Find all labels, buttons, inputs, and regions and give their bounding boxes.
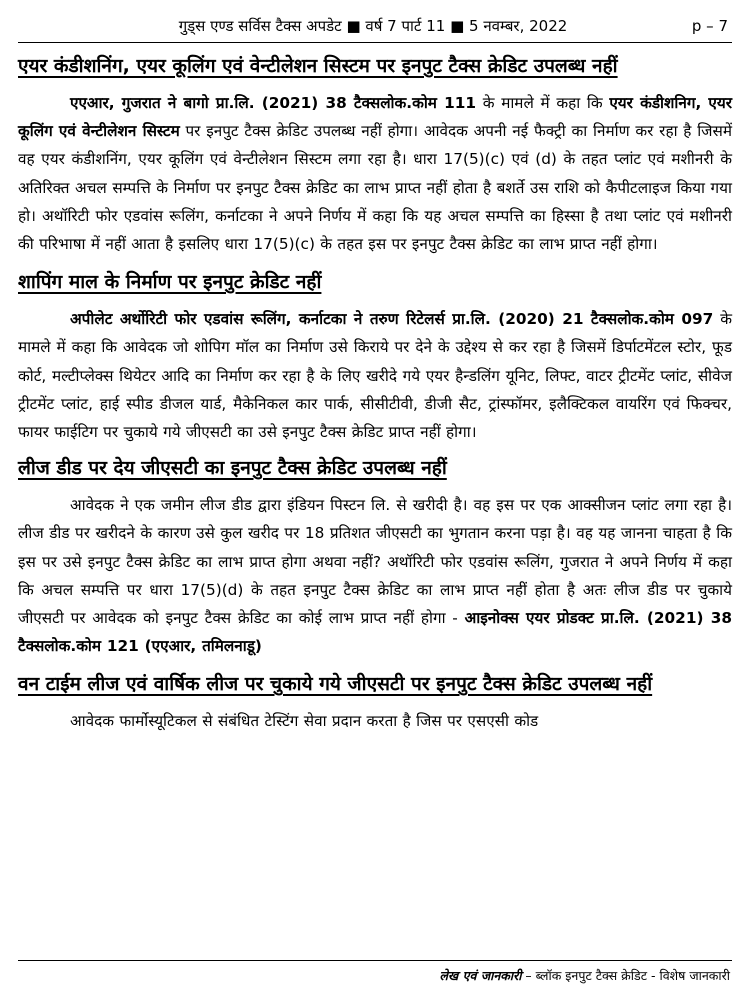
footer-label: लेख एवं जानकारी: [439, 968, 522, 983]
section-heading-air-conditioning: एयर कंडीशनिंग, एयर कूलिंग एवं वेन्टीलेशन सिस्टम पर इनपुट टैक्स क्रेडिट उपलब्ध नहीं: [18, 55, 618, 77]
running-footer: [440, 967, 730, 985]
section-paragraph-shopping-mall: अपीलेट अर्थोरिटी फोर एडवांस रूलिंग, कर्नाटका ने तरुण रिटेलर्स प्रा.लि. (2020) 21 टैक्सलोक.कोम 097 के मामले में कहा कि आवेदक जो शोपिग मॉल का निर्माण उसे किराये पर देने के उद्देश्य से कर रहा है जिसमें डिर्पाटमेंटल स्टोर, फूड कोर्ट, मल्टीप्लेक्स थियेटर आदि का निर्माण कर रहा है के लिए खरीदे गये एयर हैन्डलिंग यूनिट, लिफ्ट, वाटर ट्रीटमेंट प्लांट, सीवेज ट्रीटमेंट प्लांट, हाई स्पीड डीजल यार्ड, मैकेनिकल कार पार्क, सीसीटीवी, डीजी सैट, ट्रांस्फॉमर, इलैक्टिकल वायरिंग एवं फिक्चर, फायर फाईटिग पर चुकाये गये जीएसटी का उसे इनपुट टैक्स क्रेडिट प्राप्त नहीं होगा।: [18, 310, 732, 442]
running-header: [18, 14, 728, 38]
section-heading-shopping-mall: शापिंग माल के निर्माण पर इनपुट क्रेडिट नहीं: [18, 271, 322, 294]
article-body: [18, 50, 732, 736]
page-number: p – 7: [691, 17, 728, 35]
section-paragraph-air-conditioning: एएआर, गुजरात ने बागो प्रा.लि. (2021) 38 टैक्सलोक.कोम 111 के मामले में कहा कि एयर कंडीशनिग, एयर कूलिंग एवं वेन्टीलेशन सिस्टम पर इनपुट टैक्स क्रेडिट उपलब्ध नहीं होगा। आवेदक अपनी नई फैक्ट्री का निर्माण कर रहा है जिसमें वह एयर कंडीशनिंग, एयर कूलिंग एवं वेन्टीलेशन सिस्टम लगा रहा है। धारा 17(5)(c) एवं (d) के तहत प्लांट एवं मशीनरी के अतिरिक्त अचल सम्पत्ति के निर्माण पर इनपुट टैक्स क्रेडिट का लाभ प्राप्त नहीं होता है बशर्ते उस राशि को कैपीटलाइज किया गया हो। अथॉरिटी फोर एडवांस रूलिंग, कर्नाटका ने अपने निर्णय में कहा कि यह अचल सम्पत्ति का हिस्सा है तथा प्लांट एवं मशीनरी की परिभाषा में नहीं आता है इसलिए धारा 17(5)(c) के तहत इस पर इनपुट टैक्स क्रेडिट का लाभ प्राप्त नहीं होगा।: [18, 94, 733, 254]
footer-text: – ब्लॉक इनपुट टैक्स क्रेडिट - विशेष जानकारी: [521, 968, 730, 983]
footer-rule: [18, 960, 732, 961]
section-paragraph-one-time-lease: आवेदक फार्मोस्यूटिकल से संबंधित टेस्टिंग सेवा प्रदान करता है जिस पर एसएसी कोड: [70, 712, 539, 731]
section-heading-lease-deed: लीज डीड पर देय जीएसटी का इनपुट टैक्स क्रेडिट उपलब्ध नहीं: [18, 457, 447, 480]
section-heading-one-time-lease: वन टाईम लीज एवं वार्षिक लीज पर चुकाये गये जीएसटी पर इनपुट टैक्स क्रेडिट उपलब्ध नहीं: [18, 673, 653, 696]
header-rule: [18, 42, 732, 43]
section-paragraph-lease-deed: आवेदक ने एक जमीन लीज डीड द्वारा इंडियन पिस्टन लि. से खरीदी है। वह इस पर एक आक्सीजन प्लांट लगा रहा है। लीज डीड पर खरीदने के कारण उसे कुल खरीद पर 18 प्रतिशत जीएसटी का भुगतान करना पड़ा है। वह यह जानना चाहता है कि इस पर उसे इनपुट टैक्स क्रेडिट का लाभ प्राप्त होगा अथवा नहीं? अथॉरिटी फोर एडवांस रूलिंग, गुजरात ने अपने निर्णय में कहा कि अचल सम्पत्ति पर धारा 17(5)(d) के तहत इनपुट टैक्स क्रेडिट का लाभ प्राप्त नहीं होता है अतः लीज डीड पर चुकाये जीएसटी पर आवेदक को इनपुट टैक्स क्रेडिट का कोई लाभ प्राप्त नहीं होगा - आइनोक्स एयर प्रोडक्ट प्रा.लि. (2021) 38 टैक्सलोक.कोम 121 (एएआर, तमिलनाडू): [18, 496, 733, 656]
header-title: गुड्स एण्ड सर्विस टैक्स अपडेट ■ वर्ष 7 पार्ट 11 ■ 5 नवम्बर, 2022: [178, 17, 568, 35]
